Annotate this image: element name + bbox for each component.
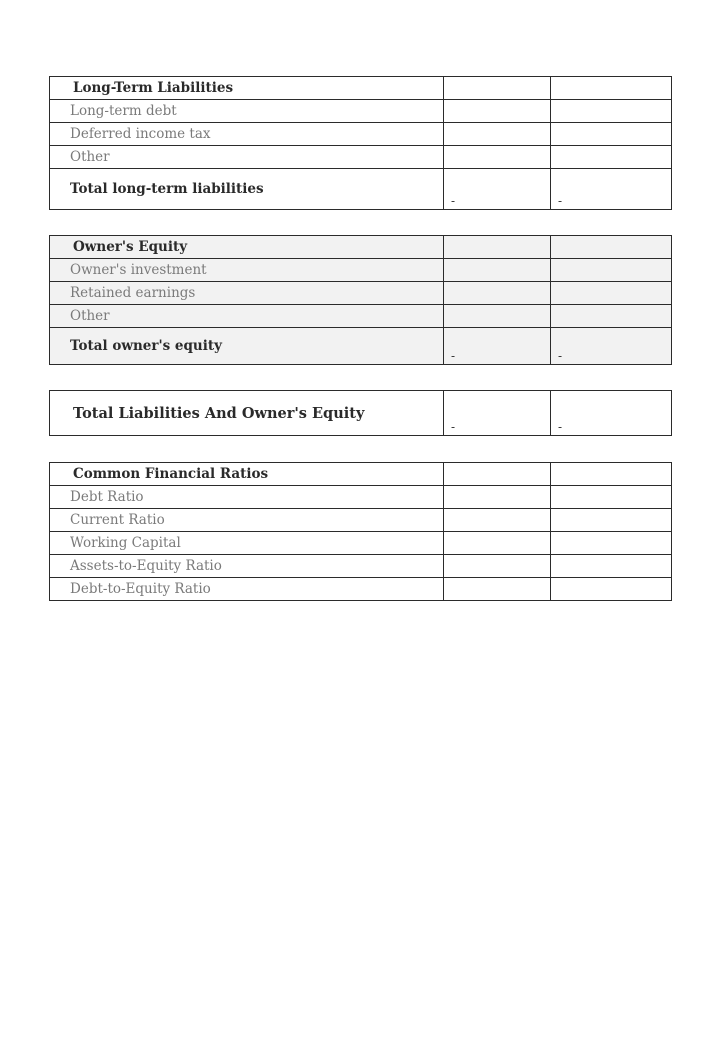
long-term-liabilities-table [49,76,672,210]
value-cell[interactable] [444,236,551,259]
table-row [50,282,672,305]
row-label: Working Capital [50,532,444,555]
table-header-row [50,77,672,100]
grand-total-row [50,391,672,436]
table-row [50,532,672,555]
table-row [50,555,672,578]
table-row [50,259,672,282]
row-label: Debt-to-Equity Ratio [50,578,444,601]
value-cell[interactable] [551,463,672,486]
total-row [50,169,672,210]
row-label: Current Ratio [50,509,444,532]
table-row [50,509,672,532]
value-cell[interactable] [551,486,672,509]
value-cell[interactable] [551,259,672,282]
row-label: Other [50,146,444,169]
total-value[interactable]: - [444,169,551,210]
section-title: Common Financial Ratios [50,463,444,486]
row-label: Deferred income tax [50,123,444,146]
value-cell[interactable] [551,236,672,259]
value-cell[interactable] [551,555,672,578]
owners-equity-table [49,235,672,365]
value-cell[interactable] [444,100,551,123]
table-row [50,305,672,328]
value-cell[interactable] [444,509,551,532]
value-cell[interactable] [444,578,551,601]
value-cell[interactable] [444,123,551,146]
value-cell[interactable] [444,77,551,100]
value-cell[interactable] [551,578,672,601]
table-row [50,146,672,169]
total-value[interactable]: - [551,169,672,210]
value-cell[interactable] [551,77,672,100]
row-label: Debt Ratio [50,486,444,509]
table-row [50,100,672,123]
value-cell[interactable] [551,282,672,305]
total-label: Total owner's equity [50,328,444,365]
table-header-row [50,463,672,486]
row-label: Long-term debt [50,100,444,123]
financial-ratios-table [49,462,672,601]
grand-total-value[interactable]: - [551,391,672,436]
value-cell[interactable] [551,100,672,123]
value-cell[interactable] [551,305,672,328]
value-cell[interactable] [551,146,672,169]
row-label: Owner's investment [50,259,444,282]
section-title: Owner's Equity [50,236,444,259]
grand-total-value[interactable]: - [444,391,551,436]
value-cell[interactable] [444,146,551,169]
value-cell[interactable] [444,532,551,555]
row-label: Assets-to-Equity Ratio [50,555,444,578]
total-value[interactable]: - [444,328,551,365]
value-cell[interactable] [444,486,551,509]
value-cell[interactable] [551,509,672,532]
row-label: Retained earnings [50,282,444,305]
row-label: Other [50,305,444,328]
total-label: Total long-term liabilities [50,169,444,210]
grand-total-label: Total Liabilities And Owner's Equity [50,391,444,436]
value-cell[interactable] [444,463,551,486]
section-title: Long-Term Liabilities [50,77,444,100]
table-row [50,578,672,601]
value-cell[interactable] [444,282,551,305]
value-cell[interactable] [444,555,551,578]
value-cell[interactable] [551,123,672,146]
value-cell[interactable] [444,305,551,328]
value-cell[interactable] [551,532,672,555]
value-cell[interactable] [444,259,551,282]
total-row [50,328,672,365]
table-row [50,486,672,509]
grand-total-table [49,390,672,436]
total-value[interactable]: - [551,328,672,365]
table-row [50,123,672,146]
table-header-row [50,236,672,259]
